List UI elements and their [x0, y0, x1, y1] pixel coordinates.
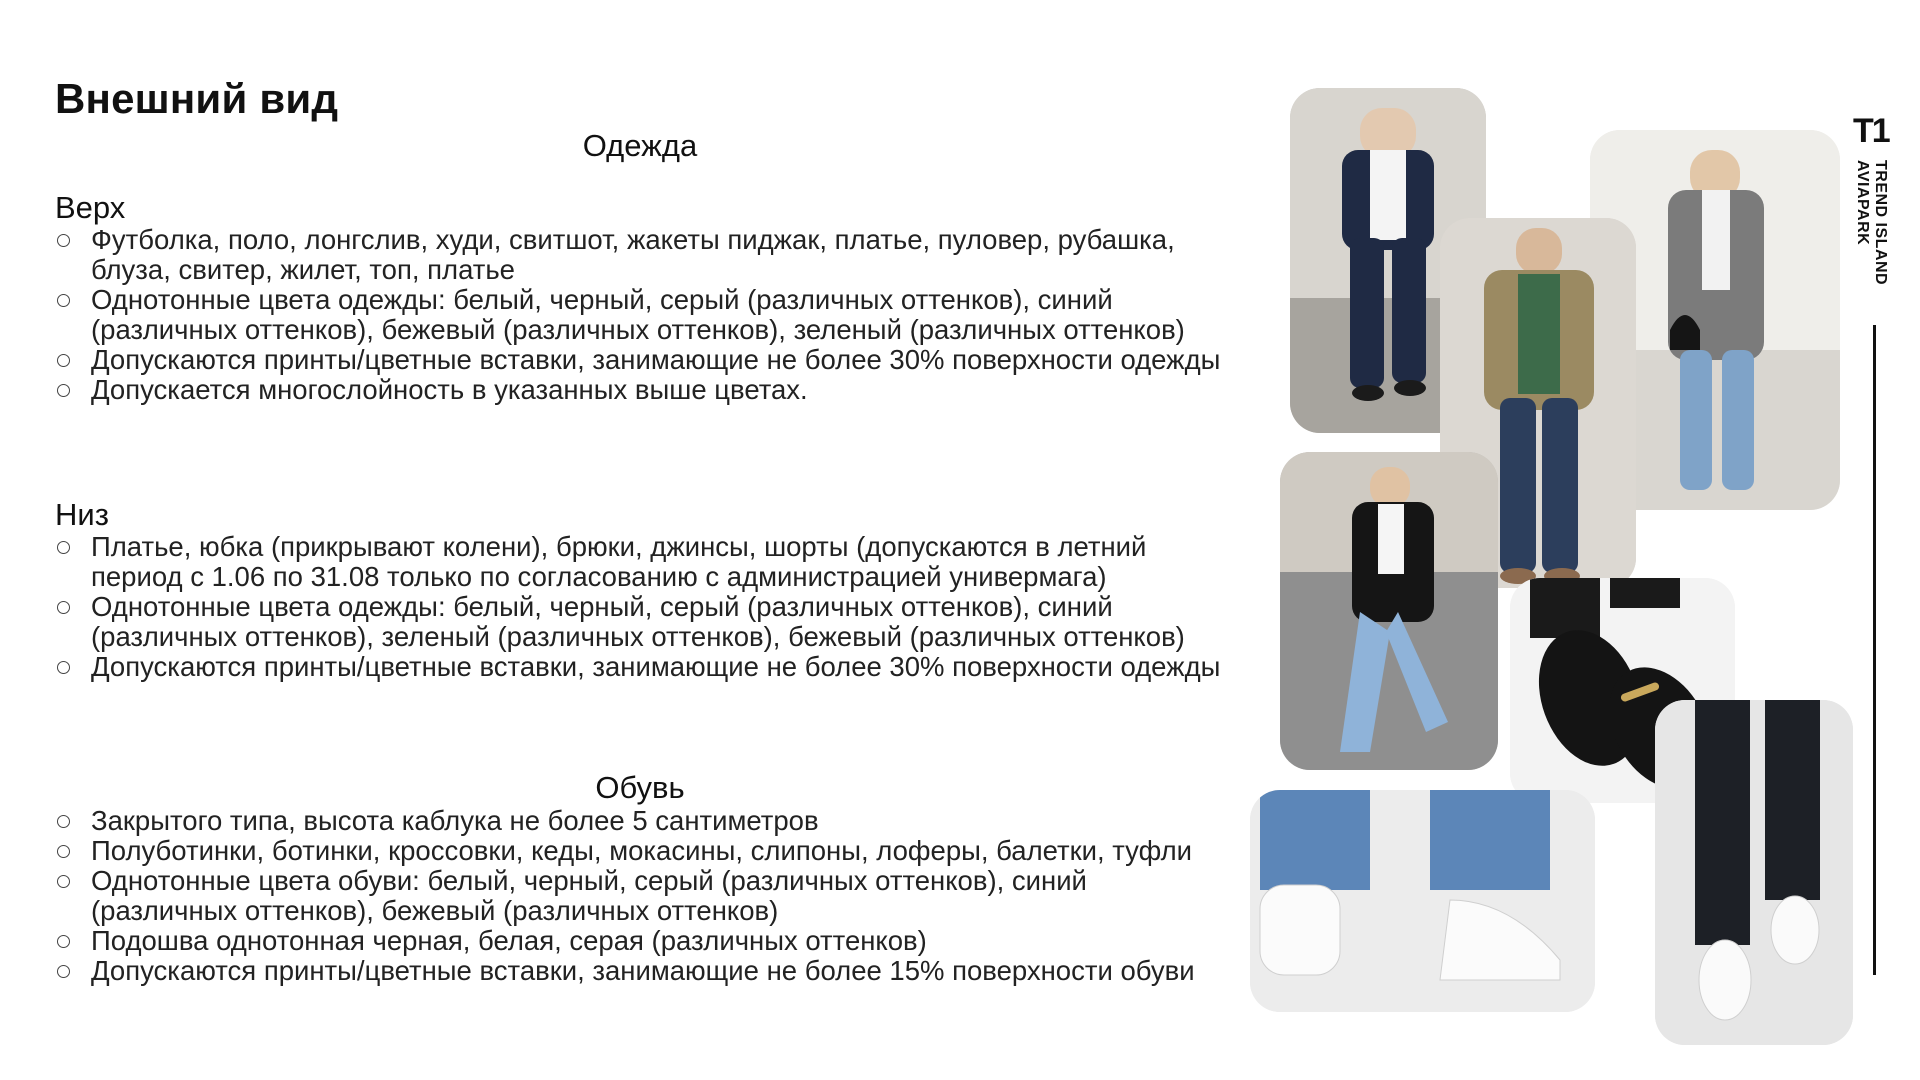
bottom-list [55, 532, 1235, 682]
list-item: Закрытого типа, высота каблука не более 5 сантиметров [55, 806, 1235, 836]
brand-line-2: AVIAPARK [1854, 160, 1871, 246]
brand-text [1853, 160, 1889, 285]
list-item: Платье, юбка (прикрывают колени), брюки, джинсы, шорты (допускаются в летний период с 1.06 по 31.08 только по согласованию с администрацией универмага) [55, 532, 1235, 592]
photo-dark-jeans-sneakers [1655, 700, 1853, 1045]
list-item: Допускаются принты/цветные вставки, занимающие не более 30% поверхности одежды [55, 652, 1235, 682]
bullet-icon [57, 935, 70, 948]
top-list [55, 225, 1235, 405]
list-item: Допускаются принты/цветные вставки, занимающие не более 15% поверхности обуви [55, 956, 1235, 986]
bullet-icon [57, 845, 70, 858]
page-title: Внешний вид [55, 75, 339, 122]
bullet-icon [57, 384, 70, 397]
vertical-divider [1873, 325, 1876, 975]
brand-line-1: TREND ISLAND [1872, 160, 1889, 286]
top-heading: Верх [55, 190, 126, 225]
t1-logo: T1 [1853, 112, 1889, 150]
bullet-icon [57, 601, 70, 614]
photo-white-sneakers [1250, 790, 1595, 1012]
list-item: Допускаются принты/цветные вставки, занимающие не более 30% поверхности одежды [55, 345, 1235, 375]
list-item: Подошва однотонная черная, белая, серая (различных оттенков) [55, 926, 1235, 956]
photo-jeans-blazer [1280, 452, 1498, 770]
shoes-heading: Обувь [595, 770, 685, 805]
list-item: Однотонные цвета одежды: белый, черный, серый (различных оттенков), синий (различных оттенков), бежевый (различных оттенков), зеленый (различных оттенков) [55, 285, 1235, 345]
bullet-icon [57, 294, 70, 307]
bullet-icon [57, 815, 70, 828]
bullet-icon [57, 541, 70, 554]
list-item: Однотонные цвета одежды: белый, черный, серый (различных оттенков), синий (различных оттенков), зеленый (различных оттенков), бежевый (различных оттенков) [55, 592, 1235, 652]
bullet-icon [57, 875, 70, 888]
list-item: Однотонные цвета обуви: белый, черный, серый (различных оттенков), синий (различных оттенков), бежевый (различных оттенков) [55, 866, 1235, 926]
list-item: Допускается многослойность в указанных выше цветах. [55, 375, 1235, 405]
bottom-heading: Низ [55, 497, 109, 532]
bullet-icon [57, 661, 70, 674]
bullet-icon [57, 965, 70, 978]
list-item: Футболка, поло, лонгслив, худи, свитшот, жакеты пиджак, платье, пуловер, рубашка, блуза, свитер, жилет, топ, платье [55, 225, 1235, 285]
clothing-heading: Одежда [582, 128, 698, 163]
bullet-icon [57, 354, 70, 367]
list-item: Полуботинки, ботинки, кроссовки, кеды, мокасины, слипоны, лоферы, балетки, туфли [55, 836, 1235, 866]
bullet-icon [57, 234, 70, 247]
shoes-list [55, 806, 1235, 986]
